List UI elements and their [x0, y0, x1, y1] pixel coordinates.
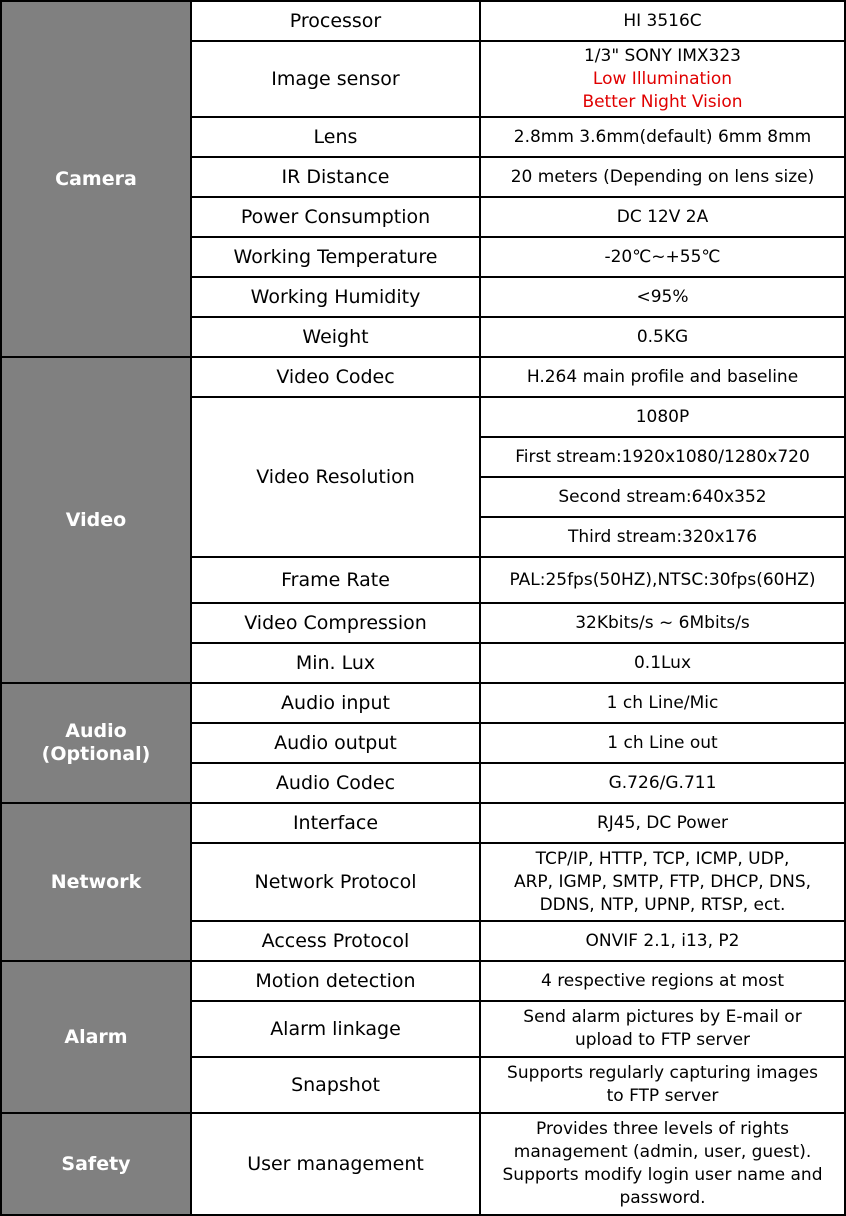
value-lens: 2.8mm 3.6mm(default) 6mm 8mm — [480, 117, 845, 157]
value-frame-rate: PAL:25fps(50HZ),NTSC:30fps(60HZ) — [480, 557, 845, 603]
value-resolution-1080p: 1080P — [480, 397, 845, 437]
value-resolution-second-stream: Second stream:640x352 — [480, 477, 845, 517]
value-alarm-linkage — [480, 1001, 845, 1057]
alarm-linkage-line: Send alarm pictures by E-mail or — [523, 1007, 802, 1027]
category-camera: Camera — [1, 1, 191, 357]
value-weight: 0.5KG — [480, 317, 845, 357]
table-row — [1, 683, 845, 723]
value-video-compression: 32Kbits/s ~ 6Mbits/s — [480, 603, 845, 643]
alarm-linkage-line: upload to FTP server — [574, 1030, 751, 1050]
value-image-sensor — [480, 41, 845, 117]
item-audio-input: Audio input — [191, 683, 480, 723]
value-audio-input: 1 ch Line/Mic — [480, 683, 845, 723]
item-video-resolution: Video Resolution — [191, 397, 480, 557]
sensor-note-night-vision: Better Night Vision — [582, 91, 743, 112]
table-row — [1, 1113, 845, 1215]
item-access-protocol: Access Protocol — [191, 921, 480, 961]
snapshot-line: to FTP server — [606, 1086, 719, 1106]
item-alarm-linkage: Alarm linkage — [191, 1001, 480, 1057]
value-network-protocol — [480, 843, 845, 921]
category-video: Video — [1, 357, 191, 683]
network-protocol-line: ARP, IGMP, SMTP, FTP, DHCP, DNS, — [513, 871, 812, 892]
item-snapshot: Snapshot — [191, 1057, 480, 1113]
item-power: Power Consumption — [191, 197, 480, 237]
network-protocol-line: TCP/IP, HTTP, TCP, ICMP, UDP, — [535, 848, 790, 869]
value-min-lux: 0.1Lux — [480, 643, 845, 683]
snapshot-line: Supports regularly capturing images — [507, 1063, 818, 1083]
value-processor: HI 3516C — [480, 1, 845, 41]
value-resolution-third-stream: Third stream:320x176 — [480, 517, 845, 557]
value-humidity: <95% — [480, 277, 845, 317]
value-audio-codec: G.726/G.711 — [480, 763, 845, 803]
item-video-compression: Video Compression — [191, 603, 480, 643]
sensor-model: 1/3" SONY IMX323 — [583, 45, 742, 66]
network-protocol-line: DDNS, NTP, UPNP, RTSP, ect. — [539, 894, 786, 915]
category-network: Network — [1, 803, 191, 961]
table-row — [1, 1, 845, 41]
item-user-management: User management — [191, 1113, 480, 1215]
category-audio-title: Audio — [65, 720, 127, 742]
item-network-protocol: Network Protocol — [191, 843, 480, 921]
item-image-sensor: Image sensor — [191, 41, 480, 117]
user-management-line: management (admin, user, guest). — [513, 1142, 812, 1162]
category-alarm: Alarm — [1, 961, 191, 1113]
item-video-codec: Video Codec — [191, 357, 480, 397]
user-management-line: Supports modify login user name and — [502, 1165, 823, 1185]
item-humidity: Working Humidity — [191, 277, 480, 317]
table-row — [1, 961, 845, 1001]
value-user-management — [480, 1113, 845, 1215]
item-ir-distance: IR Distance — [191, 157, 480, 197]
value-power: DC 12V 2A — [480, 197, 845, 237]
value-interface: RJ45, DC Power — [480, 803, 845, 843]
value-temperature: -20℃~+55℃ — [480, 237, 845, 277]
value-access-protocol: ONVIF 2.1, i13, P2 — [480, 921, 845, 961]
item-audio-output: Audio output — [191, 723, 480, 763]
value-video-codec: H.264 main profile and baseline — [480, 357, 845, 397]
item-weight: Weight — [191, 317, 480, 357]
item-interface: Interface — [191, 803, 480, 843]
value-resolution-first-stream: First stream:1920x1080/1280x720 — [480, 437, 845, 477]
item-motion-detection: Motion detection — [191, 961, 480, 1001]
item-lens: Lens — [191, 117, 480, 157]
category-safety: Safety — [1, 1113, 191, 1215]
value-snapshot — [480, 1057, 845, 1113]
value-motion-detection: 4 respective regions at most — [480, 961, 845, 1001]
value-audio-output: 1 ch Line out — [480, 723, 845, 763]
item-processor: Processor — [191, 1, 480, 41]
category-audio — [1, 683, 191, 803]
table-row — [1, 357, 845, 397]
sensor-note-illumination: Low Illumination — [592, 68, 733, 89]
user-management-line: Provides three levels of rights — [536, 1119, 789, 1139]
user-management-line: password. — [619, 1188, 706, 1208]
item-audio-codec: Audio Codec — [191, 763, 480, 803]
category-audio-optional: (Optional) — [41, 743, 151, 765]
item-min-lux: Min. Lux — [191, 643, 480, 683]
value-ir-distance: 20 meters (Depending on lens size) — [480, 157, 845, 197]
table-row — [1, 803, 845, 843]
item-temperature: Working Temperature — [191, 237, 480, 277]
item-frame-rate: Frame Rate — [191, 557, 480, 603]
